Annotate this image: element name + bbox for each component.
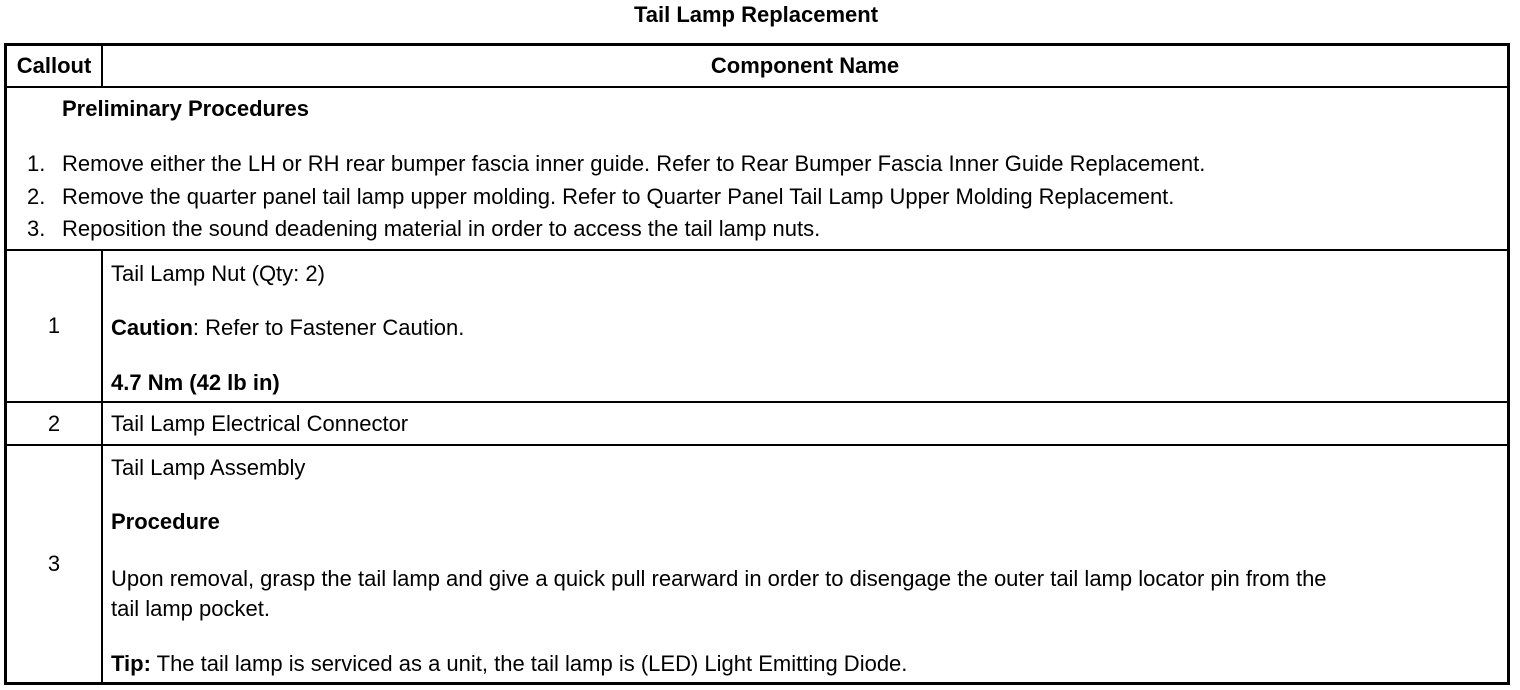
component-cell [103,446,1507,682]
component-table [4,43,1510,685]
procedure-label: Procedure [111,509,220,534]
tip-note [111,651,907,677]
table-header-row [7,46,1507,88]
step-number: 1. [27,151,46,176]
procedure-text-line: tail lamp pocket. [111,596,270,621]
step-text: Remove either the LH or RH rear bumper fascia inner guide. Refer to Rear Bumper Fascia Inner Guide Replacement. [62,151,1206,176]
step-text: Remove the quarter panel tail lamp upper molding. Refer to Quarter Panel Tail Lamp Upper Molding Replacement. [62,184,1175,209]
step-number: 3. [27,216,46,241]
caution-label: Caution [111,315,193,340]
component-name: Tail Lamp Electrical Connector [111,411,409,436]
preliminary-procedures-row [7,88,1507,251]
component-cell [103,251,1507,401]
component-name-header: Component Name [710,53,900,78]
table-row [7,446,1507,682]
document-title: Tail Lamp Replacement [633,2,879,27]
caution-note [111,315,464,341]
procedure-text-line: Upon removal, grasp the tail lamp and give a quick pull rearward in order to disengage the outer tail lamp locator pin from the [111,566,1327,591]
preliminary-title: Preliminary Procedures [62,96,310,121]
torque-spec: 4.7 Nm (42 lb in) [111,370,280,395]
step-number: 2. [27,184,46,209]
component-name: Tail Lamp Assembly [111,455,306,480]
component-cell [103,403,1507,444]
table-row [7,403,1507,446]
tip-label: Tip: [111,651,151,676]
caution-text: : Refer to Fastener Caution. [192,315,465,340]
callout-number: 1 [7,251,103,401]
callout-header: Callout [7,46,103,86]
step-text: Reposition the sound deadening material in order to access the tail lamp nuts. [62,216,821,241]
callout-number: 3 [7,446,103,682]
tip-text: The tail lamp is serviced as a unit, the tail lamp is (LED) Light Emitting Diode. [150,651,908,676]
component-name: Tail Lamp Nut (Qty: 2) [111,261,325,286]
callout-number: 2 [7,403,103,444]
table-row [7,251,1507,403]
